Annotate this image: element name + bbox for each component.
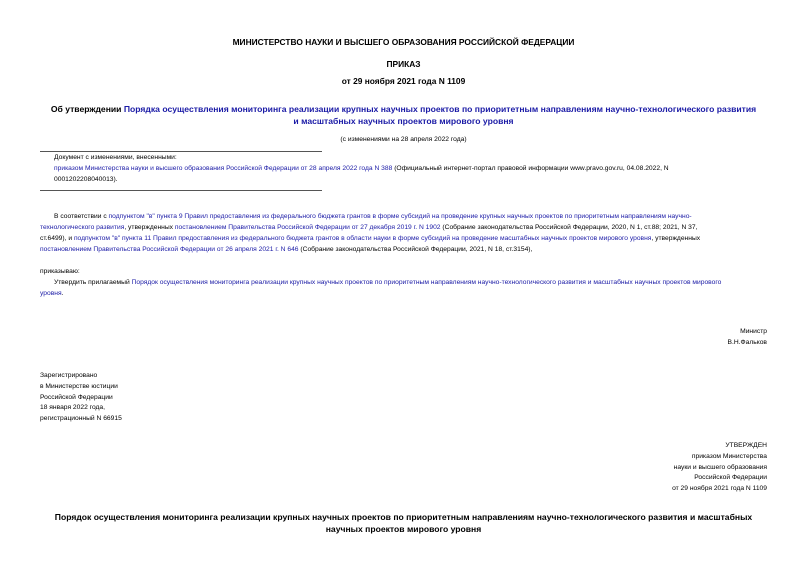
divider-bottom — [40, 190, 322, 191]
approval-line: приказом Министерства — [691, 452, 767, 460]
changes-link-order-388[interactable]: приказом Министерства науки и высшего образования Российской Федерации от 28 апреля 2022 года N 388 — [54, 165, 393, 172]
registration-line: в Министерстве юстиции — [40, 382, 118, 390]
approval-line: Российской Федерации — [694, 474, 767, 482]
preamble-text: В соответствии с — [54, 213, 109, 220]
preamble-text: (Собрание законодательства Российской Федерации, 2021, N 18, ст.3154), — [298, 246, 533, 253]
preamble-text: , утвержденных — [651, 235, 701, 242]
title-link-procedure-cont[interactable]: и масштабных научных проектов мирового уровня — [293, 115, 514, 126]
preamble-line4 — [40, 245, 532, 256]
approval-title: УТВЕРЖДЕН — [725, 442, 767, 449]
approval-line: от 29 ноября 2021 года N 1109 — [672, 485, 767, 493]
order-word: приказываю: — [40, 268, 80, 275]
order-date-number: от 29 ноября 2021 года N 1109 — [341, 76, 466, 86]
approval-block — [672, 441, 767, 495]
order-line1 — [54, 278, 721, 289]
preamble-text: , утвержденных — [124, 224, 175, 231]
title-prefix: Об утверждении — [50, 104, 124, 114]
order-link-procedure[interactable]: Порядок осуществления мониторинга реализации крупных научных проектов по приоритетным направлениям научно-технологического развития и масштабных научных проектов мирового — [131, 279, 722, 286]
preamble-link-resolution-1902[interactable]: постановлением Правительства Российской Федерации от 27 декабря 2019 г. N 1902 — [174, 224, 441, 231]
registration-line: Российской Федерации — [40, 393, 113, 401]
ministry-heading: МИНИСТЕРСТВО НАУКИ И ВЫСШЕГО ОБРАЗОВАНИЯ РОССИЙСКОЙ ФЕДЕРАЦИИ — [232, 37, 575, 47]
changes-line2: 0001202208040013). — [54, 176, 118, 183]
changes-source: (Официальный интернет-портал правовой информации www.pravo.gov.ru, 04.08.2022, N — [392, 165, 669, 172]
amendments-note: (с изменениями на 28 апреля 2022 года) — [340, 136, 467, 143]
procedure-title-line2: научных проектов мирового уровня — [325, 523, 482, 534]
preamble-text: (Собрание законодательства Российской Федерации, 2020, N 1, ст.88; 2021, N 37, — [440, 224, 698, 231]
order-title — [0, 104, 807, 127]
signature-name: В.Н.Фальков — [727, 339, 767, 346]
preamble-link-rule-9-cont[interactable]: технологического развития — [40, 224, 125, 231]
registration-line: регистрационный N 66915 — [40, 415, 122, 423]
approval-line: науки и высшего образования — [673, 463, 767, 471]
registration-line: 18 января 2022 года, — [40, 404, 106, 412]
changes-line1 — [54, 164, 767, 175]
preamble-line2 — [40, 223, 697, 234]
order-text: Утвердить прилагаемый — [54, 279, 132, 286]
registration-line: Зарегистрировано — [40, 372, 98, 379]
divider-top — [40, 151, 322, 152]
title-link-procedure[interactable]: Порядка осуществления мониторинга реализации крупных научных проектов по приоритетным направлениям научно-технологического развития — [123, 104, 757, 114]
order-link-procedure-cont[interactable]: уровня — [40, 290, 62, 297]
preamble-link-rule-9[interactable]: подпунктом "в" пункта 9 Правил предоставления из федерального бюджета грантов в форме субсидий на проведение крупных научных проектов по приоритетным направлениям научно- — [108, 213, 692, 220]
doc-type-heading: ПРИКАЗ — [386, 59, 421, 69]
registration-block — [40, 371, 122, 425]
preamble-text: ст.6499), и — [40, 235, 74, 242]
signature-position: Министр — [740, 328, 767, 335]
preamble-link-rule-11[interactable]: подпунктом "в" пункта 11 Правил предоставления из федерального бюджета грантов в области науки в форме субсидий на проведение масштабных научных проектов мирового уровня — [73, 235, 652, 242]
preamble-line3 — [40, 234, 700, 245]
order-line2 — [40, 289, 63, 300]
procedure-title — [0, 512, 807, 535]
changes-heading: Документ с изменениями, внесенными: — [54, 154, 177, 161]
preamble-link-resolution-646[interactable]: постановлением Правительства Российской Федерации от 26 апреля 2021 г. N 646 — [40, 246, 299, 253]
preamble-line1 — [54, 212, 692, 223]
order-text: . — [61, 290, 64, 297]
procedure-title-line1: Порядок осуществления мониторинга реализации крупных научных проектов по приоритетным направлениям научно-технологического развития и масштабных — [54, 512, 753, 522]
